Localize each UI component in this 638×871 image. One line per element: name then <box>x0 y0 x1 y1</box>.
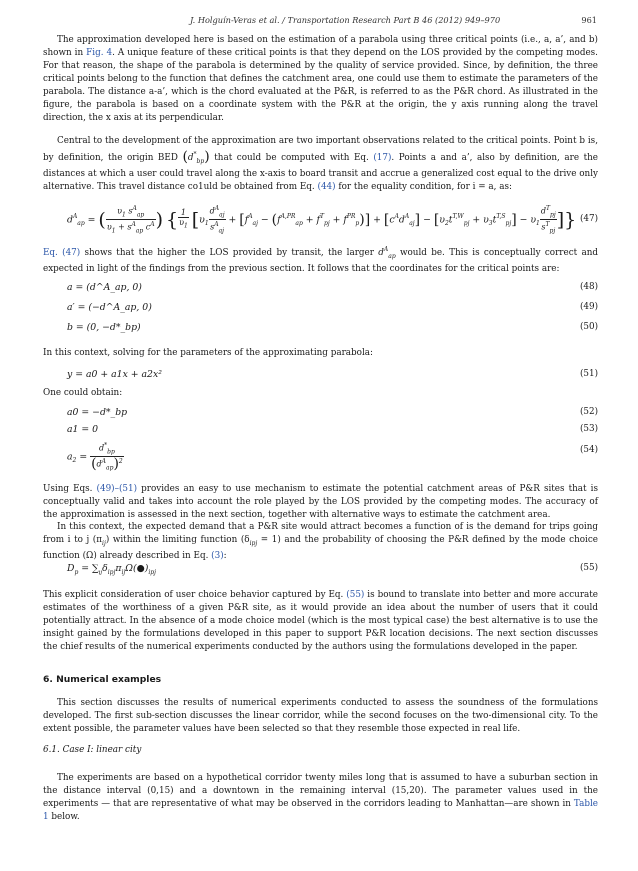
equation-47-link[interactable]: Eq. (47) <box>43 247 81 258</box>
equation-47: $d^A_{ap}$ = ( $\frac{\upsilon_1 s^A_{ap}}{\upsilon_1 + s^A_{ap} c^A}$ ) { $\frac{1}{\upsilon_1}$ [$\upsilon_1$ $\frac{d^A_{aj}}{s^A_{aj}}$ + $[f^A_{aj} - (f^{A,PR}_{ap} + f^T_{pj} + f^{PR}_p)] + [c^Ad^A_{aj}] - [\upsilon_2t^{T,W}_{pj} + \upsilon_3t^{T,S}_{pj}] - \upsilon_1$ $\frac{d^T_{pj}}{s^T_{pj}}$ ]} (47) <box>67 205 598 235</box>
paragraph-one-could-obtain: One could obtain: <box>43 388 123 398</box>
paragraph-using-eqs: Using Eqs. (49)–(51) provides an easy to use mechanism to estimate the potential catchment areas of P&R sites that is conceptually valid and takes into account the role played by the LOS provided by the competing modes. The accuracy of the approximation is assessed in the next section, together with alternative ways to estimate the catchment area. <box>43 484 598 520</box>
page-number: 961 <box>581 15 597 25</box>
equation-17-link[interactable]: (17) <box>373 152 392 163</box>
equation-48: a = (d^A_ap, 0) (48) <box>67 282 598 293</box>
section-heading-numerical-examples: 6. Numerical examples <box>43 674 162 685</box>
equation-50: b = (0, −d*_bp) (50) <box>67 322 598 333</box>
paragraph-numerical-examples: This section discusses the results of numerical experiments conducted to assess the soundness of the formulations developed. The first sub-section discusses the linear corridor, while the second focuses on the two-dimensional city. To the extent possible, the parameter values have been selected so that they resemble those expected in real life. <box>43 698 598 734</box>
paragraph-parabola-approximation: The approximation developed here is based on the estimation of a parabola using three critical points (i.e., a, a’, and b) shown in Fig. 4. A unique feature of these critical points is that they depend on the LOS provided by the competing modes. For that reason, the shape of the parabola is determined by the quality of service provided. Since, by definition, the three critical points belong to the function that defines the catchment area, one could use them to estimate the parameters of the parabola. The distance a-a’, which is the chord evaluated at the P&R, is referred to as the P&R chord. As illustrated in the figure, the parabola is based on a coordinate system with the P&R at the origin, the y axis running along the travel direction, the x axis at its perpendicular. <box>43 35 598 123</box>
paragraph-linear-city: The experiments are based on a hypothetical corridor twenty miles long that is assumed to have a suburban section in the distance interval (0,15) and a downtown in the remaining interval (15,20). The parameter values used in the experiments — that are representative of what may be observed in the corridors leading to Manhattan—are shown in Table 1 below. <box>43 773 598 822</box>
equation-52: a0 = −d*_bp (52) <box>67 407 598 418</box>
equation-53: a1 = 0 (53) <box>67 424 598 435</box>
table-1-link[interactable]: Table 1 <box>43 799 598 822</box>
equations-49-51-link[interactable]: (49)–(51) <box>96 484 138 494</box>
equation-51: y = a0 + a1x + a2x² (51) <box>67 369 598 380</box>
paragraph-expected-demand: In this context, the expected demand that a P&R site would attract becomes a function of is the demand for trips going from i to j $(\pi_{ij})$ within the limiting function $(\delta_{ipj} = 1)$ and the probability of choosing the P&R defined by the mode choice function (Ω) already described in Eq. (3): <box>43 522 599 561</box>
equation-54: $a_2$ = $\frac{d^*_{bp}}{(d^A_{ap})^2}$ (54) <box>67 442 598 473</box>
equation-3-link[interactable]: (3) <box>211 550 224 561</box>
equation-44-link[interactable]: (44) <box>317 181 336 192</box>
paragraph-los-transit: Eq. (47) shows that the higher the LOS provided by transit, the larger $d^A_{ap}$ would be. This is conceptually correct and expected in light of the findings from the previous section. It follows that the coordinates for the critical points are: <box>43 246 599 274</box>
paragraph-critical-points: Central to the development of the approximation are two important observations related to the critical points. Point b is, by definition, the origin BED $(d^*_{bp})$ that could be computed with Eq. (17). Points a and a’, also by definition, are the distances at which a user could travel along the x-axis to board transit and accrue a generalized cost equal to the drive only alternative. This travel distance co1uld be obtained from Eq. (44) for the equality condition, for i = a, as: <box>43 136 599 192</box>
paragraph-solving-parabola: In this context, solving for the parameters of the approximating parabola: <box>43 348 374 358</box>
figure-4-link[interactable]: Fig. 4 <box>86 48 113 58</box>
equation-47-number: (47) <box>579 214 598 224</box>
paragraph-user-choice: This explicit consideration of user choice behavior captured by Eq. (55) is bound to translate into better and more accurate estimates of the worthiness of a given P&R site, as it would provide an idea about the number of users that it could potentially attract. In the absence of a mode choice model (which is the most typical case) the best alternative is to use the insight gained by the formulations developed in this paper to support P&R location decisions. The next section discusses the chief results of the numerical experiments conducted by the authors using the formulations developed in the paper. <box>43 590 599 652</box>
equation-55: $D_p$ = $\sum_{ij}\delta_{ipj}\pi_{ij}\Omega(●)_{ipj}$ (55) <box>67 563 598 576</box>
equation-55-link[interactable]: (55) <box>346 590 365 600</box>
equation-49: a′ = (−d^A_ap, 0) (49) <box>67 302 598 313</box>
running-head: J. Holguín-Veras et al. / Transportation Research Part B 46 (2012) 949–970 <box>190 15 501 25</box>
subsection-heading-linear-city: 6.1. Case I: linear city <box>43 745 142 755</box>
